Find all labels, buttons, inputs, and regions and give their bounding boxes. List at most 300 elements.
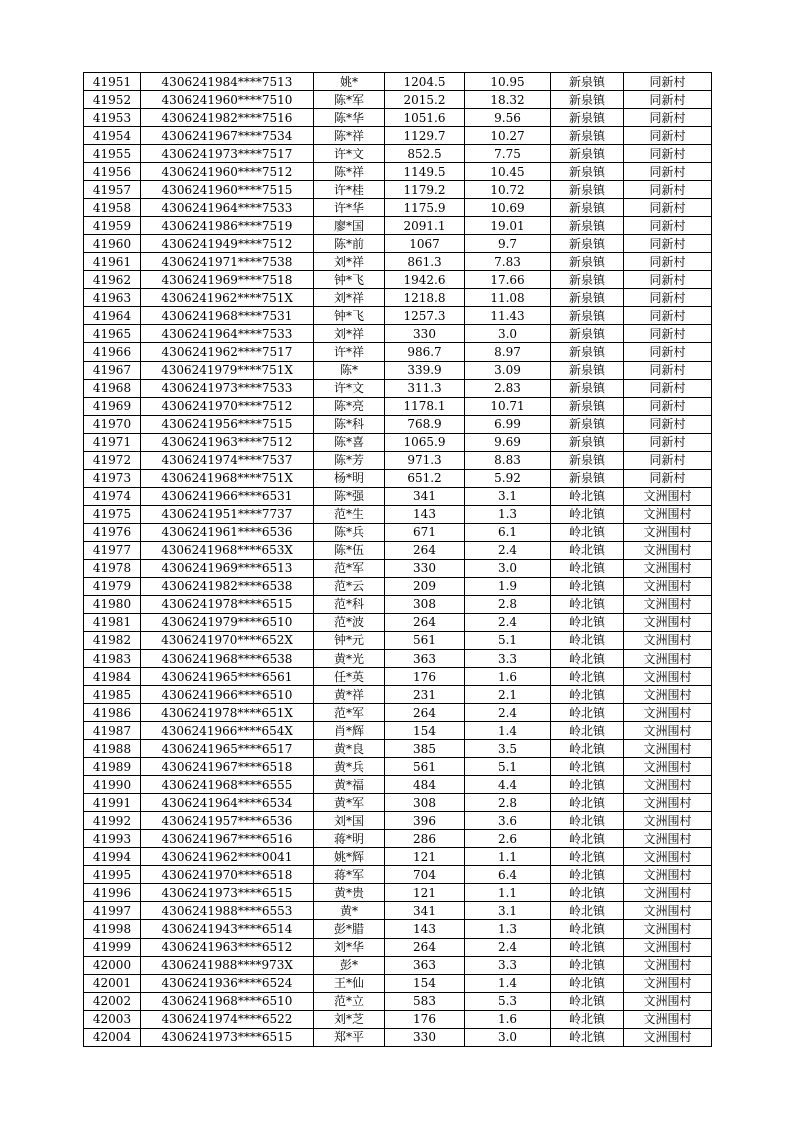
cell-name: 廖*国 [314, 217, 385, 235]
cell-id-number: 4306241965****6561 [141, 668, 314, 686]
cell-id-number: 4306241970****652X [141, 631, 314, 649]
cell-amount: 7.83 [465, 253, 551, 271]
cell-serial-number: 41974 [84, 487, 141, 505]
cell-town: 新泉镇 [551, 163, 624, 181]
cell-village: 同新村 [624, 145, 712, 163]
cell-name: 陈*前 [314, 235, 385, 253]
table-row [84, 595, 712, 613]
cell-serial-number: 42002 [84, 992, 141, 1010]
table-row [84, 433, 712, 451]
cell-id-number: 4306241968****6555 [141, 776, 314, 794]
cell-name: 范*军 [314, 704, 385, 722]
cell-town: 新泉镇 [551, 469, 624, 487]
cell-amount: 6.4 [465, 866, 551, 884]
cell-id-number: 4306241969****7518 [141, 271, 314, 289]
cell-id-number: 4306241963****6512 [141, 938, 314, 956]
table-row [84, 559, 712, 577]
table-row [84, 668, 712, 686]
cell-serial-number: 41961 [84, 253, 141, 271]
cell-village: 文洲围村 [624, 1028, 712, 1046]
cell-serial-number: 41967 [84, 361, 141, 379]
cell-village: 文洲围村 [624, 505, 712, 523]
cell-serial-number: 42001 [84, 974, 141, 992]
cell-id-number: 4306241968****653X [141, 541, 314, 559]
cell-name: 蒋*明 [314, 830, 385, 848]
cell-serial-number: 42003 [84, 1010, 141, 1028]
cell-area: 1179.2 [385, 181, 465, 199]
cell-amount: 10.45 [465, 163, 551, 181]
cell-id-number: 4306241988****973X [141, 956, 314, 974]
cell-town: 岭北镇 [551, 686, 624, 704]
cell-serial-number: 41963 [84, 289, 141, 307]
cell-area: 671 [385, 523, 465, 541]
cell-amount: 8.83 [465, 451, 551, 469]
cell-amount: 10.27 [465, 127, 551, 145]
cell-amount: 2.1 [465, 686, 551, 704]
cell-village: 同新村 [624, 91, 712, 109]
cell-village: 文洲围村 [624, 902, 712, 920]
cell-amount: 2.4 [465, 541, 551, 559]
cell-area: 2091.1 [385, 217, 465, 235]
cell-amount: 6.1 [465, 523, 551, 541]
cell-name: 陈*祥 [314, 127, 385, 145]
table-row [84, 415, 712, 433]
cell-village: 同新村 [624, 451, 712, 469]
cell-name: 许*文 [314, 379, 385, 397]
cell-id-number: 4306241973****7517 [141, 145, 314, 163]
cell-serial-number: 41982 [84, 631, 141, 649]
cell-amount: 3.09 [465, 361, 551, 379]
cell-area: 1204.5 [385, 73, 465, 91]
cell-serial-number: 41951 [84, 73, 141, 91]
cell-town: 岭北镇 [551, 1028, 624, 1046]
cell-town: 新泉镇 [551, 235, 624, 253]
cell-town: 岭北镇 [551, 523, 624, 541]
cell-id-number: 4306241964****7533 [141, 199, 314, 217]
table-row [84, 181, 712, 199]
cell-id-number: 4306241971****7538 [141, 253, 314, 271]
cell-amount: 1.6 [465, 1010, 551, 1028]
cell-id-number: 4306241966****6531 [141, 487, 314, 505]
cell-town: 新泉镇 [551, 271, 624, 289]
table-row [84, 884, 712, 902]
cell-amount: 11.43 [465, 307, 551, 325]
cell-village: 文洲围村 [624, 722, 712, 740]
table-row [84, 343, 712, 361]
cell-id-number: 4306241967****6518 [141, 758, 314, 776]
cell-area: 143 [385, 505, 465, 523]
cell-serial-number: 42004 [84, 1028, 141, 1046]
cell-town: 岭北镇 [551, 992, 624, 1010]
cell-serial-number: 41989 [84, 758, 141, 776]
cell-amount: 5.3 [465, 992, 551, 1010]
cell-name: 刘*祥 [314, 289, 385, 307]
cell-name: 范*云 [314, 577, 385, 595]
cell-village: 同新村 [624, 109, 712, 127]
cell-village: 文洲围村 [624, 541, 712, 559]
cell-serial-number: 41970 [84, 415, 141, 433]
table-row [84, 271, 712, 289]
cell-id-number: 4306241949****7512 [141, 235, 314, 253]
table-row [84, 722, 712, 740]
cell-town: 新泉镇 [551, 199, 624, 217]
cell-id-number: 4306241978****6515 [141, 595, 314, 613]
data-table [83, 72, 712, 1047]
cell-amount: 3.1 [465, 487, 551, 505]
cell-id-number: 4306241964****7533 [141, 325, 314, 343]
cell-serial-number: 41995 [84, 866, 141, 884]
cell-area: 396 [385, 812, 465, 830]
cell-serial-number: 41988 [84, 740, 141, 758]
cell-id-number: 4306241964****6534 [141, 794, 314, 812]
cell-serial-number: 41959 [84, 217, 141, 235]
cell-id-number: 4306241973****7533 [141, 379, 314, 397]
cell-serial-number: 41987 [84, 722, 141, 740]
cell-area: 264 [385, 938, 465, 956]
table-row [84, 956, 712, 974]
cell-area: 561 [385, 631, 465, 649]
cell-area: 308 [385, 595, 465, 613]
table-row [84, 91, 712, 109]
cell-serial-number: 41986 [84, 704, 141, 722]
cell-amount: 1.9 [465, 577, 551, 595]
cell-village: 文洲围村 [624, 1010, 712, 1028]
table-row [84, 469, 712, 487]
cell-amount: 3.5 [465, 740, 551, 758]
cell-town: 岭北镇 [551, 631, 624, 649]
cell-village: 文洲围村 [624, 631, 712, 649]
cell-amount: 10.71 [465, 397, 551, 415]
cell-id-number: 4306241968****6538 [141, 650, 314, 668]
table-row [84, 631, 712, 649]
cell-area: 339.9 [385, 361, 465, 379]
cell-name: 彭* [314, 956, 385, 974]
cell-name: 刘*华 [314, 938, 385, 956]
cell-village: 同新村 [624, 325, 712, 343]
cell-amount: 4.4 [465, 776, 551, 794]
cell-town: 岭北镇 [551, 613, 624, 631]
cell-name: 蒋*军 [314, 866, 385, 884]
table-row [84, 523, 712, 541]
cell-id-number: 4306241984****7513 [141, 73, 314, 91]
cell-area: 341 [385, 902, 465, 920]
cell-area: 154 [385, 722, 465, 740]
cell-amount: 1.1 [465, 848, 551, 866]
cell-amount: 2.8 [465, 794, 551, 812]
cell-serial-number: 42000 [84, 956, 141, 974]
cell-name: 陈*亮 [314, 397, 385, 415]
cell-serial-number: 41992 [84, 812, 141, 830]
table-row [84, 866, 712, 884]
cell-id-number: 4306241979****6510 [141, 613, 314, 631]
cell-serial-number: 41958 [84, 199, 141, 217]
cell-amount: 3.6 [465, 812, 551, 830]
cell-town: 新泉镇 [551, 73, 624, 91]
cell-amount: 9.56 [465, 109, 551, 127]
cell-name: 范*立 [314, 992, 385, 1010]
cell-area: 1149.5 [385, 163, 465, 181]
cell-area: 341 [385, 487, 465, 505]
cell-amount: 1.4 [465, 974, 551, 992]
cell-amount: 2.8 [465, 595, 551, 613]
table-row [84, 920, 712, 938]
cell-area: 330 [385, 559, 465, 577]
cell-village: 文洲围村 [624, 523, 712, 541]
cell-name: 黄*贵 [314, 884, 385, 902]
cell-town: 新泉镇 [551, 289, 624, 307]
cell-town: 岭北镇 [551, 722, 624, 740]
cell-serial-number: 41999 [84, 938, 141, 956]
cell-name: 陈*科 [314, 415, 385, 433]
cell-town: 岭北镇 [551, 704, 624, 722]
cell-name: 范*科 [314, 595, 385, 613]
cell-serial-number: 41997 [84, 902, 141, 920]
cell-amount: 2.83 [465, 379, 551, 397]
table-row [84, 145, 712, 163]
table-row [84, 812, 712, 830]
cell-town: 岭北镇 [551, 884, 624, 902]
cell-town: 新泉镇 [551, 145, 624, 163]
cell-serial-number: 41994 [84, 848, 141, 866]
cell-id-number: 4306241978****651X [141, 704, 314, 722]
cell-id-number: 4306241969****6513 [141, 559, 314, 577]
cell-village: 同新村 [624, 217, 712, 235]
cell-amount: 17.66 [465, 271, 551, 289]
cell-area: 852.5 [385, 145, 465, 163]
cell-town: 岭北镇 [551, 650, 624, 668]
cell-id-number: 4306241968****7531 [141, 307, 314, 325]
table-row [84, 397, 712, 415]
cell-serial-number: 41956 [84, 163, 141, 181]
cell-serial-number: 41976 [84, 523, 141, 541]
cell-id-number: 4306241979****751X [141, 361, 314, 379]
cell-village: 文洲围村 [624, 794, 712, 812]
cell-area: 286 [385, 830, 465, 848]
cell-serial-number: 41981 [84, 613, 141, 631]
cell-town: 岭北镇 [551, 668, 624, 686]
cell-name: 姚*辉 [314, 848, 385, 866]
cell-village: 文洲围村 [624, 812, 712, 830]
table-row [84, 127, 712, 145]
cell-id-number: 4306241982****6538 [141, 577, 314, 595]
cell-amount: 1.6 [465, 668, 551, 686]
table-row [84, 163, 712, 181]
cell-serial-number: 41952 [84, 91, 141, 109]
cell-village: 文洲围村 [624, 776, 712, 794]
cell-serial-number: 41991 [84, 794, 141, 812]
cell-id-number: 4306241966****654X [141, 722, 314, 740]
table-row [84, 938, 712, 956]
cell-village: 同新村 [624, 199, 712, 217]
cell-serial-number: 41978 [84, 559, 141, 577]
cell-amount: 19.01 [465, 217, 551, 235]
cell-name: 陈*伍 [314, 541, 385, 559]
cell-amount: 1.1 [465, 884, 551, 902]
cell-area: 264 [385, 704, 465, 722]
cell-name: 陈*芳 [314, 451, 385, 469]
cell-serial-number: 41985 [84, 686, 141, 704]
cell-area: 768.9 [385, 415, 465, 433]
cell-amount: 1.3 [465, 920, 551, 938]
cell-area: 121 [385, 884, 465, 902]
cell-village: 文洲围村 [624, 848, 712, 866]
cell-name: 黄* [314, 902, 385, 920]
table-row [84, 650, 712, 668]
cell-name: 杨*明 [314, 469, 385, 487]
cell-town: 岭北镇 [551, 812, 624, 830]
cell-name: 刘*国 [314, 812, 385, 830]
cell-name: 刘*祥 [314, 325, 385, 343]
cell-area: 264 [385, 541, 465, 559]
cell-village: 同新村 [624, 271, 712, 289]
cell-town: 岭北镇 [551, 956, 624, 974]
cell-name: 范*生 [314, 505, 385, 523]
cell-name: 彭*腊 [314, 920, 385, 938]
cell-area: 484 [385, 776, 465, 794]
cell-id-number: 4306241973****6515 [141, 1028, 314, 1046]
cell-name: 黄*福 [314, 776, 385, 794]
cell-serial-number: 41972 [84, 451, 141, 469]
cell-area: 861.3 [385, 253, 465, 271]
table-row [84, 109, 712, 127]
cell-village: 文洲围村 [624, 650, 712, 668]
cell-id-number: 4306241962****751X [141, 289, 314, 307]
cell-name: 陈*强 [314, 487, 385, 505]
cell-village: 文洲围村 [624, 866, 712, 884]
cell-name: 姚* [314, 73, 385, 91]
cell-village: 同新村 [624, 397, 712, 415]
cell-serial-number: 41966 [84, 343, 141, 361]
cell-area: 1178.1 [385, 397, 465, 415]
cell-village: 同新村 [624, 253, 712, 271]
cell-town: 岭北镇 [551, 595, 624, 613]
cell-town: 新泉镇 [551, 415, 624, 433]
cell-village: 文洲围村 [624, 668, 712, 686]
cell-town: 新泉镇 [551, 379, 624, 397]
cell-name: 任*英 [314, 668, 385, 686]
cell-area: 264 [385, 613, 465, 631]
cell-area: 1067 [385, 235, 465, 253]
cell-name: 黄*光 [314, 650, 385, 668]
cell-name: 郑*平 [314, 1028, 385, 1046]
cell-serial-number: 41980 [84, 595, 141, 613]
cell-area: 363 [385, 956, 465, 974]
cell-village: 文洲围村 [624, 956, 712, 974]
cell-id-number: 4306241963****7512 [141, 433, 314, 451]
table-row [84, 992, 712, 1010]
cell-village: 文洲围村 [624, 740, 712, 758]
cell-town: 岭北镇 [551, 830, 624, 848]
cell-village: 文洲围村 [624, 920, 712, 938]
cell-name: 陈*兵 [314, 523, 385, 541]
cell-name: 陈* [314, 361, 385, 379]
cell-area: 1051.6 [385, 109, 465, 127]
cell-town: 岭北镇 [551, 1010, 624, 1028]
cell-village: 同新村 [624, 469, 712, 487]
cell-id-number: 4306241988****6553 [141, 902, 314, 920]
cell-amount: 5.1 [465, 758, 551, 776]
cell-id-number: 4306241986****7519 [141, 217, 314, 235]
cell-serial-number: 41979 [84, 577, 141, 595]
cell-village: 同新村 [624, 163, 712, 181]
cell-town: 新泉镇 [551, 253, 624, 271]
cell-town: 岭北镇 [551, 577, 624, 595]
cell-amount: 9.69 [465, 433, 551, 451]
cell-town: 岭北镇 [551, 866, 624, 884]
cell-id-number: 4306241968****6510 [141, 992, 314, 1010]
cell-area: 385 [385, 740, 465, 758]
cell-area: 1942.6 [385, 271, 465, 289]
cell-amount: 2.6 [465, 830, 551, 848]
cell-village: 同新村 [624, 235, 712, 253]
cell-town: 岭北镇 [551, 974, 624, 992]
table-row [84, 289, 712, 307]
cell-town: 新泉镇 [551, 433, 624, 451]
cell-name: 黄*军 [314, 794, 385, 812]
table-row [84, 902, 712, 920]
cell-town: 岭北镇 [551, 794, 624, 812]
cell-name: 黄*兵 [314, 758, 385, 776]
cell-area: 1175.9 [385, 199, 465, 217]
cell-amount: 3.1 [465, 902, 551, 920]
cell-amount: 3.0 [465, 325, 551, 343]
cell-name: 黄*祥 [314, 686, 385, 704]
cell-town: 岭北镇 [551, 776, 624, 794]
cell-serial-number: 41960 [84, 235, 141, 253]
cell-serial-number: 41984 [84, 668, 141, 686]
cell-village: 文洲围村 [624, 758, 712, 776]
cell-amount: 5.1 [465, 631, 551, 649]
cell-amount: 6.99 [465, 415, 551, 433]
cell-town: 岭北镇 [551, 938, 624, 956]
cell-area: 986.7 [385, 343, 465, 361]
cell-area: 583 [385, 992, 465, 1010]
cell-id-number: 4306241967****7534 [141, 127, 314, 145]
cell-area: 1065.9 [385, 433, 465, 451]
cell-amount: 10.72 [465, 181, 551, 199]
cell-village: 文洲围村 [624, 992, 712, 1010]
cell-serial-number: 41996 [84, 884, 141, 902]
cell-town: 岭北镇 [551, 559, 624, 577]
cell-id-number: 4306241961****6536 [141, 523, 314, 541]
cell-amount: 5.92 [465, 469, 551, 487]
cell-name: 钟*飞 [314, 271, 385, 289]
cell-town: 新泉镇 [551, 325, 624, 343]
cell-serial-number: 41962 [84, 271, 141, 289]
cell-village: 同新村 [624, 379, 712, 397]
table-row [84, 73, 712, 91]
cell-town: 岭北镇 [551, 902, 624, 920]
cell-name: 钟*飞 [314, 307, 385, 325]
table-row [84, 704, 712, 722]
table-row [84, 776, 712, 794]
cell-amount: 18.32 [465, 91, 551, 109]
cell-id-number: 4306241970****7512 [141, 397, 314, 415]
table-row [84, 235, 712, 253]
cell-id-number: 4306241967****6516 [141, 830, 314, 848]
cell-area: 176 [385, 668, 465, 686]
cell-amount: 8.97 [465, 343, 551, 361]
table-row [84, 758, 712, 776]
cell-area: 231 [385, 686, 465, 704]
cell-amount: 3.3 [465, 956, 551, 974]
cell-area: 330 [385, 325, 465, 343]
cell-name: 刘*祥 [314, 253, 385, 271]
table-row [84, 361, 712, 379]
cell-amount: 3.0 [465, 1028, 551, 1046]
cell-serial-number: 41975 [84, 505, 141, 523]
cell-amount: 1.3 [465, 505, 551, 523]
